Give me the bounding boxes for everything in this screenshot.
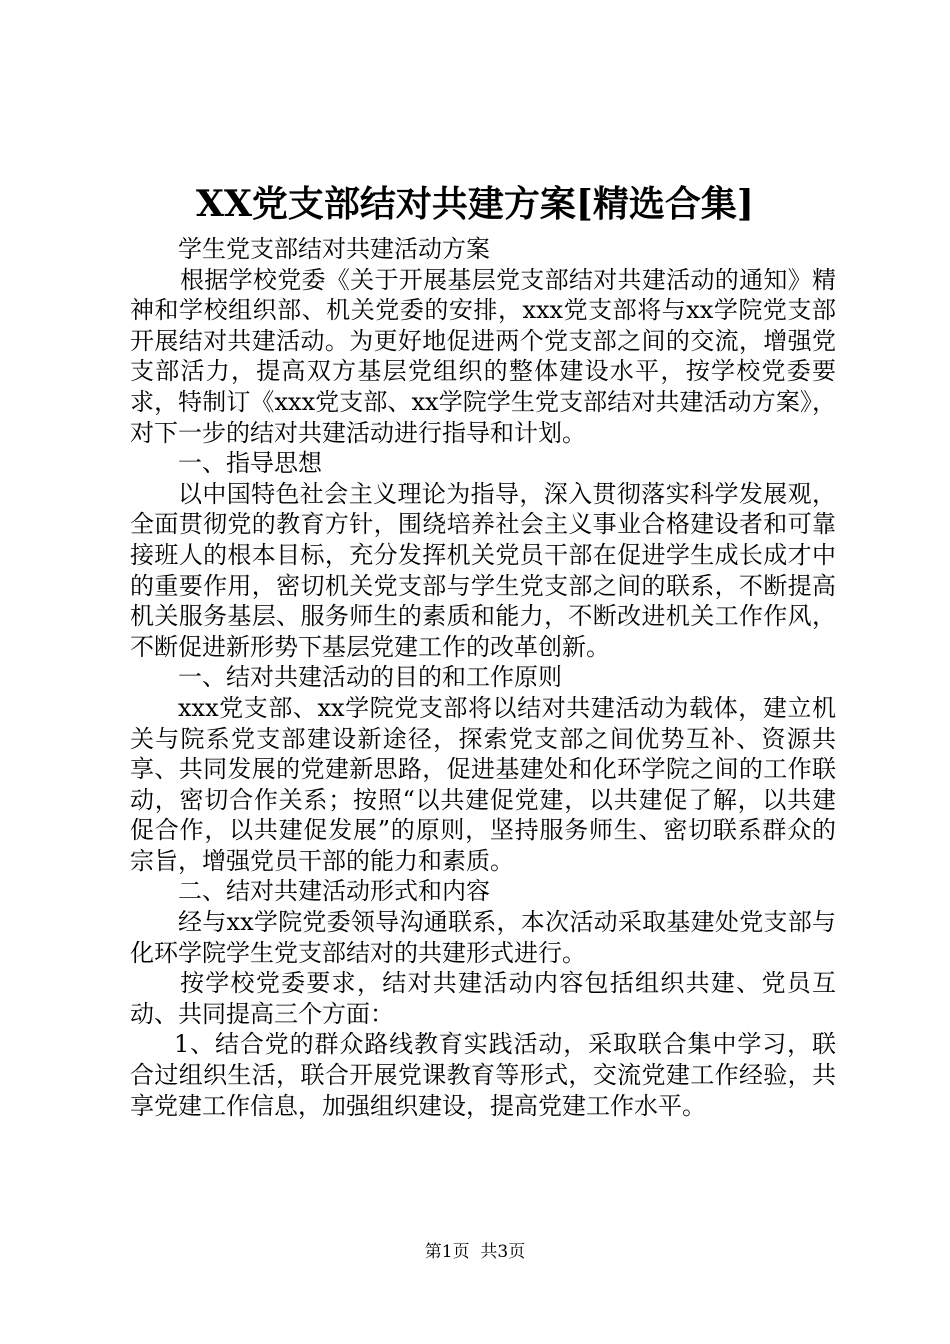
document-body [130,234,836,1121]
paragraph-form: 经与xx学院党委领导沟通联系，本次活动采取基建处党支部与化环学院学生党支部结对的共建形式进行。 [130,908,836,967]
paragraph-intro: 根据学校党委《关于开展基层党支部结对共建活动的通知》精神和学校组织部、机关党委的安排，xxx党支部将与xx学院党支部开展结对共建活动。为更好地促进两个党支部之间的交流，增强党支部活力，提高双方基层党组织的整体建设水平，按学校党委要求，特制订《xxx党支部、xx学院学生党支部结对共建活动方案》，对下一步的结对共建活动进行指导和计划。 [130,265,836,447]
paragraph-guiding-thought: 以中国特色社会主义理论为指导，深入贯彻落实科学发展观，全面贯彻党的教育方针，围绕培养社会主义事业合格建设者和可靠接班人的根本目标，充分发挥机关党员干部在促进学生成长成才中的重要作用，密切机关党支部与学生党支部之间的联系，不断提高机关服务基层、服务师生的素质和能力，不断改进机关工作作风，不断促进新形势下基层党建工作的改革创新。 [130,479,836,661]
list-item-1: 1、结合党的群众路线教育实践活动，采取联合集中学习，联合过组织生活，联合开展党课教育等形式，交流党建工作经验，共享党建工作信息，加强组织建设，提高党建工作水平。 [130,1030,836,1120]
paragraph-subtitle: 学生党支部结对共建活动方案 [178,235,490,263]
page-footer: 第1页 共3页 [424,1242,526,1262]
document-title: XX党支部结对共建方案[精选合集] [196,183,754,225]
section-heading-purpose: 一、结对共建活动的目的和工作原则 [178,663,562,692]
paragraph-purpose: xxx党支部、xx学院党支部将以结对共建活动为载体，建立机关与院系党支部建设新途径，探索党支部之间优势互补、资源共享、共同发展的党建新思路，促进基建处和化环学院之间的工作联动，密切合作关系；按照“以共建促党建，以共建促了解，以共建促合作，以共建促发展”的原则，坚持服务师生、密切联系群众的宗旨，增强党员干部的能力和素质。 [130,693,836,875]
section-heading-form-content: 二、结对共建活动形式和内容 [178,877,490,906]
paragraph-content: 按学校党委要求，结对共建活动内容包括组织共建、党员互动、共同提高三个方面： [130,969,836,1028]
section-heading-guiding-thought: 一、指导思想 [178,449,322,478]
